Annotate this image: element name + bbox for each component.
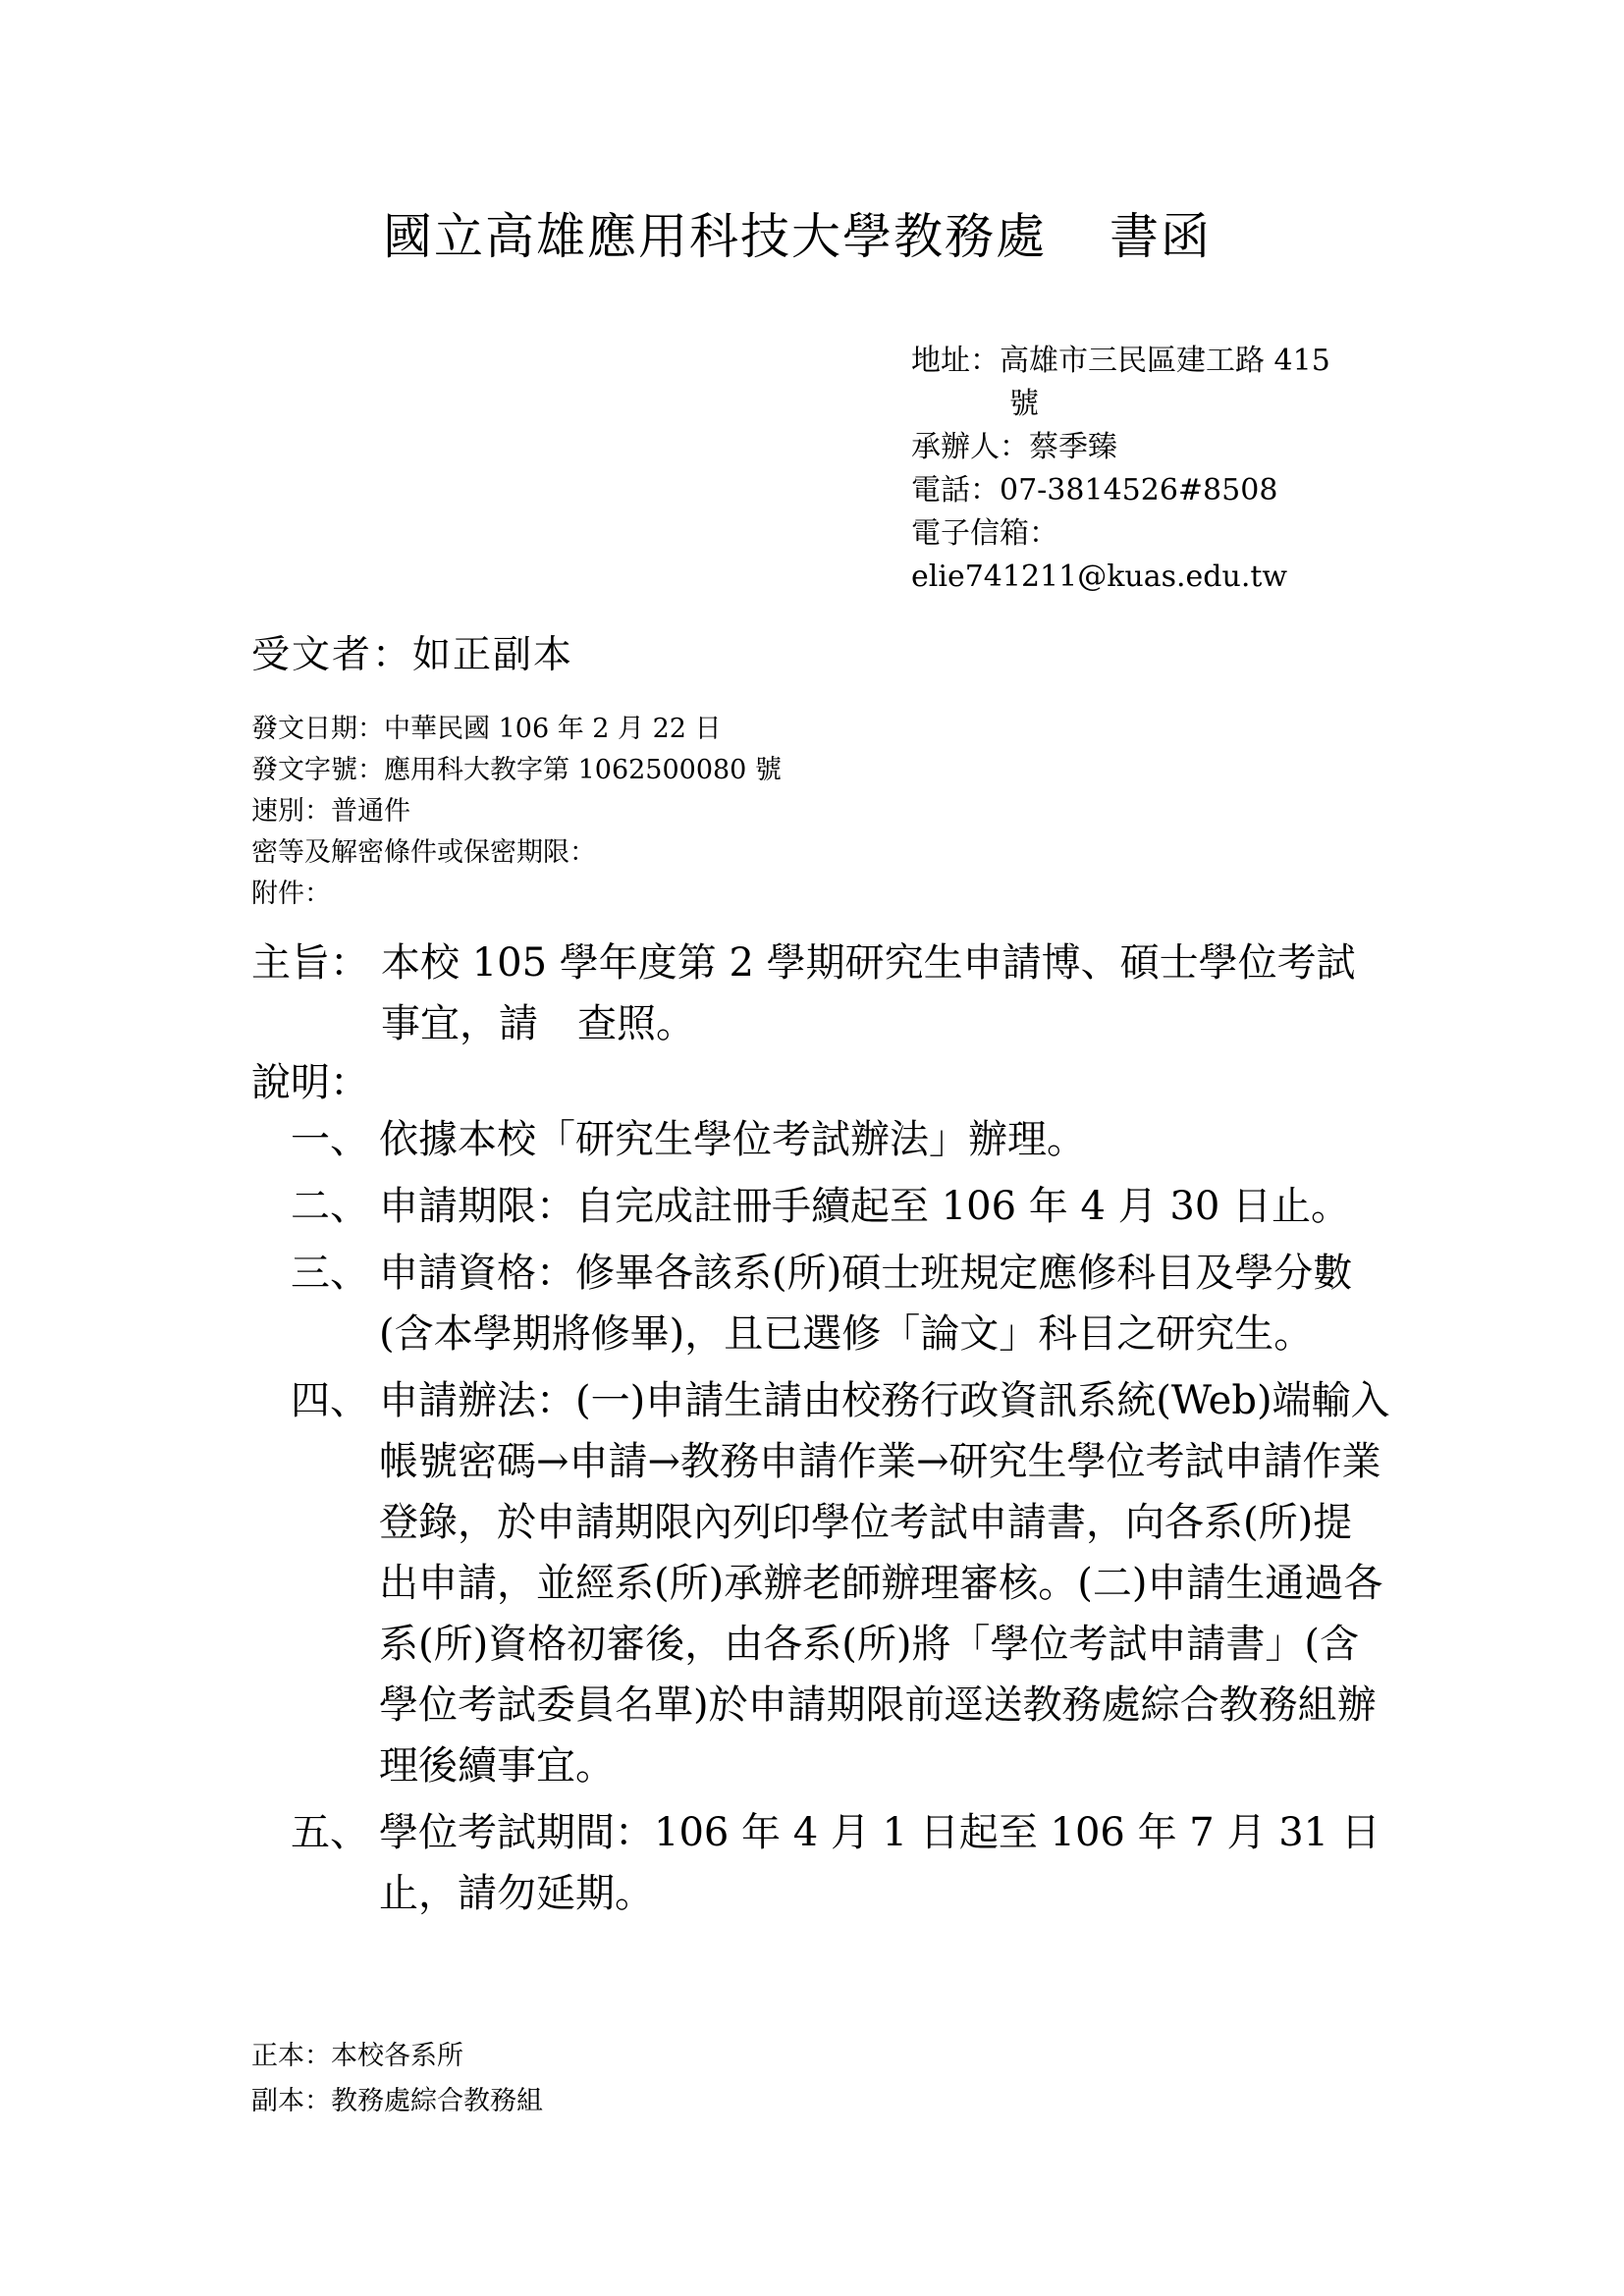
item-number: 五、 (291, 1810, 369, 1855)
copy-recipients: 副本：教務處綜合教務組 (251, 2086, 543, 2116)
item-number: 二、 (291, 1184, 369, 1229)
item-number: 四、 (291, 1378, 369, 1423)
item-text: 學位考試期間：106 年 4 月 1 日起至 106 年 7 月 31 日止，請勿延期。 (379, 1810, 1380, 1916)
document-number: 發文字號：應用科大教字第 1062500080 號 (251, 755, 782, 785)
explanation-item (291, 1243, 1400, 1364)
item-text: 依據本校「研究生學位考試辦法」辦理。 (379, 1117, 1086, 1162)
sender-email: elie741211@kuas.edu.tw (911, 560, 1288, 594)
document-title (383, 204, 1212, 269)
subject-text: 本校 105 學年度第 2 學期研究生申請博、碩士學位考試事宜，請 查照。 (381, 940, 1356, 1046)
recipient: 受文者：如正副本 (251, 633, 574, 677)
attachments: 附件： (251, 879, 331, 909)
item-number: 一、 (291, 1117, 369, 1162)
explanation-item (291, 1370, 1400, 1796)
subject-label: 主旨： (251, 940, 369, 986)
delivery-speed: 速別：普通件 (251, 796, 410, 827)
item-text: 申請資格：修畢各該系(所)碩士班規定應修科目及學分數(含本學期將修畢)，且已選修「論文」科目之研究生。 (379, 1251, 1353, 1357)
sender-info (911, 340, 1461, 599)
document-type: 書函 (1110, 208, 1212, 265)
issue-date: 發文日期：中華民國 106 年 2 月 22 日 (251, 714, 722, 744)
sender-address: 地址：高雄市三民區建工路 415 (911, 344, 1330, 378)
distribution-list (251, 2034, 543, 2124)
sender-email-label: 電子信箱： (911, 516, 1058, 551)
issuing-office: 國立高雄應用科技大學教務處 (383, 208, 1047, 265)
subject (251, 933, 1390, 1054)
sender-phone: 電話：07-3814526#8508 (911, 473, 1278, 507)
secrecy-level: 密等及解密條件或保密期限： (251, 837, 596, 868)
explanation-item (291, 1109, 1400, 1170)
explanation-item (291, 1176, 1400, 1237)
sender-handler: 承辦人：蔡季臻 (911, 430, 1117, 464)
sender-address-continued: 號 (1009, 387, 1039, 421)
original-recipients: 正本：本校各系所 (251, 2041, 463, 2071)
item-number: 三、 (291, 1251, 369, 1296)
item-text: 申請辦法：(一)申請生請由校務行政資訊系統(Web)端輸入帳號密碼→申請→教務申請作業→研究生學位考試申請作業登錄，於申請期限內列印學位考試申請書，向各系(所)提出申請，並經系(所)承辦老師辦理審核。(二)申請生通過各系(所)資格初審後，由各系(所)將「學位考試申請書」(含學位考試委員名單)於申請期限前逕送教務處綜合教務組辦理後續事宜。 (379, 1378, 1390, 1789)
explanation-item (291, 1802, 1400, 1924)
explanation-label: 說明： (251, 1060, 369, 1105)
explanation-list (291, 1109, 1400, 1930)
item-text: 申請期限：自完成註冊手續起至 106 年 4 月 30 日止。 (379, 1184, 1350, 1229)
document-metadata (251, 709, 782, 915)
